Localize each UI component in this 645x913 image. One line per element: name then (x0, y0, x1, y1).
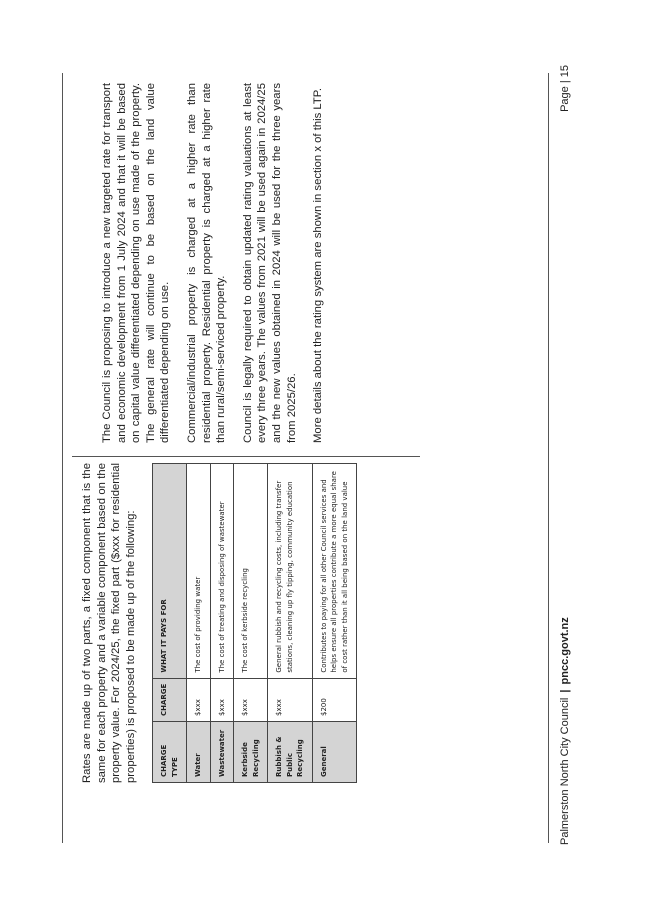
table-row (210, 464, 234, 783)
row-pays-for: The cost of treating and disposing of wastewater (210, 464, 234, 679)
footer-org: Palmerston North City Council (559, 697, 571, 845)
header-charge-type: CHARGE TYPE (153, 722, 187, 783)
row-pays-for: The cost of providing water (187, 464, 211, 679)
top-rule (62, 73, 63, 843)
row-pays-for: General rubbish and recycling costs, including transfer stations, cleaning up fly tipping, community education (268, 464, 313, 679)
row-type: Rubbish & Public Recycling (268, 722, 313, 783)
footer-website[interactable]: pncc.govt.nz (559, 617, 571, 685)
right-paragraph: The Council is proposing to introduce a new targeted rate for transport and economic development from 1 July 2024 and that it will be based on capital value differentiated depending on use made of the property. The general rate will continue to be based on the land value differentiated depending on use. (101, 83, 172, 443)
row-type: Water (187, 722, 211, 783)
table-row (312, 464, 357, 783)
footer-separator: | (559, 689, 571, 693)
table-row (187, 464, 211, 783)
left-intro-paragraph: Rates are made up of two parts, a fixed component that is the same for each property and a variable component based on the property value. For 2024/25, the fixed part ($xxx for residential properties) is proposed to be made up of the following: (81, 463, 137, 783)
footer-page-number: Page | 15 (559, 65, 571, 112)
header-what-it-pays-for: WHAT IT PAYS FOR (153, 464, 187, 679)
row-charge: $xxx (268, 678, 313, 721)
right-paragraph: More details about the rating system are shown in section x of this LTP. (312, 88, 325, 443)
row-charge: $xxx (234, 678, 268, 721)
column-divider (72, 456, 420, 457)
right-paragraph: Commercial/industrial property is charged at a higher rate than residential property. Residential property is charged at a higher rate than rural/semi-serviced property. (185, 83, 228, 443)
row-pays-for: The cost of kerbside recycling (234, 464, 268, 679)
right-column (100, 83, 326, 443)
row-charge: $200 (312, 678, 357, 721)
right-paragraph: Council is legally required to obtain updated rating valuations at least every three years. The values from 2021 will be used again in 2024/25 and the new values obtained in 2024 will be used for the three years from 2025/26. (241, 83, 298, 443)
row-charge: $xxx (210, 678, 234, 721)
header-charge: CHARGE (153, 678, 187, 721)
row-type: Kerbside Recycling (234, 722, 268, 783)
table-row (268, 464, 313, 783)
row-type: General (312, 722, 357, 783)
row-charge: $xxx (187, 678, 211, 721)
fixed-charges-table (152, 463, 357, 783)
table-header-row (153, 464, 187, 783)
row-pays-for: Contributes to paying for all other Council services and helps ensure all properties contribute a more equal share of cost rather than it all being based on the land value (312, 464, 357, 679)
row-type: Wastewater (210, 722, 234, 783)
footer-rule (548, 73, 549, 843)
footer (556, 65, 574, 845)
table-row (234, 464, 268, 783)
